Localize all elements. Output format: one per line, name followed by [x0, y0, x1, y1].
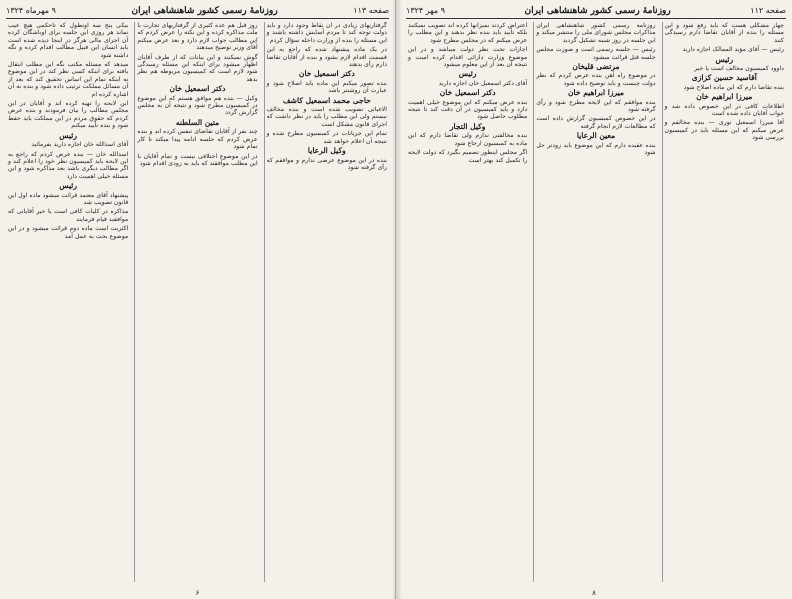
left-column-1 — [6, 22, 130, 582]
paragraph: گوش نمیکنند و این بیانات که از طرف آقایان اظهار میشود برای اینکه این مسئله رسیدگی شود لازم است که کمیسیون مربوطه هم نظر بدهد — [137, 53, 258, 83]
paragraph: آقا میرزا اسمعیل نوری — بنده مخالفم و عرض میکنم که این مسئله باید در کمیسیون بررسی شود — [664, 119, 784, 142]
speaker-heading: دکتر اسمعیل خان — [169, 84, 226, 94]
right-page-header — [406, 6, 786, 19]
paragraph: در این موضوع اختلافی نیست و تمام آقایان با این مطلب موافقند که باید به زودی اقدام شود — [137, 152, 258, 167]
paragraph: بنده تصور میکنم این ماده باید اصلاح شود و عبارت آن روشنتر باشد — [266, 79, 387, 95]
right-column-2 — [533, 22, 657, 582]
book-gutter — [392, 0, 402, 599]
paragraph: چند نفر از آقایان تقاضای تنفس کرده اند و بنده عرض کردم که جلسه ادامه پیدا میکند تا کار تمام شود — [137, 128, 258, 151]
speaker-heading: رئیس — [458, 69, 477, 79]
speaker-heading: رئیس — [59, 181, 78, 191]
paragraph: الاغیاثی تصویب شده است و بنده مخالف نیستم ولی این مطلب را باید در نظر داشت که اجرای قانون مشکل است — [266, 106, 387, 128]
paragraph: رئیس — آقای مؤید الممالک اجازه دارید — [682, 46, 784, 54]
section-heading: متین السلطنه — [175, 117, 220, 127]
paragraph: روز قبل هم عده کثیری از گرفتاریهای تجارت با ملت مذاکره کرده و این نکته را عرض کردم که این مطالب جواب لازم دارد و بعد عرض میکنم آقای وزیر توضیح میدهند — [137, 22, 258, 52]
right-page-columns — [406, 22, 786, 582]
section-heading: میرزا ابراهیم خان — [567, 88, 625, 98]
left-page-title: روزنامهٔ رسمی کشور شاهنشاهی ایران — [131, 6, 278, 16]
speaker-heading: دکتر اسمعیل خان — [298, 69, 355, 79]
paragraph: بنده تقاضا دارم که این ماده اصلاح شود — [683, 83, 784, 91]
left-page-footer: ۶ — [195, 589, 200, 597]
paragraph: در این خصوص کمیسیون گزارش داده است که مطالعات لازم انجام گرفته — [536, 115, 656, 130]
paragraph: بنده مخالفتی ندارم ولی تقاضا دارم که این ماده به کمیسیون ارجاع شود — [408, 132, 528, 147]
left-page-date: ۹ مهرماه ۱۳۲۴ — [6, 6, 56, 15]
paragraph: روزنامه رسمی کشور شاهنشاهی ایران مذاکرات مجلس شورای ملی را منتشر میکند و این جلسه در روز شنبه تشکیل گردید — [536, 22, 656, 44]
right-column-1 — [406, 22, 529, 582]
speaker-heading: وکیل التجار — [449, 121, 486, 131]
paragraph: اجازات تحت نظر دولت میباشد و در این موضوع وزارت دارائی اقدام کرده است و نتیجه آن بعد از این معلوم میشود — [408, 46, 528, 69]
paragraph: آقای اسدالله خان اجازه دارید بفرمائید — [31, 141, 129, 149]
paragraph: این لایحه را تهیه کرده اند و آقایان در این مجلس مطالب را بیان فرمودند و بنده عرض کردم که حقوق مردم در این مملکت باید حفظ شود و بنده تأیید میکنم — [8, 100, 129, 130]
section-heading: آقاسید حسین کزازی — [691, 73, 757, 83]
paragraph: بنده عقیده دارم که این موضوع باید زودتر حل شود — [536, 141, 656, 157]
speaker-heading: میرزا ابراهیم خان — [696, 92, 753, 102]
paragraph: بنده موافقم که این لایحه مطرح شود و رأی گرفته شود — [536, 98, 656, 114]
left-page-number: صفحه ۱۱۳ — [353, 6, 389, 15]
speaker-heading: وکیل الرعایا — [307, 146, 346, 156]
paragraph: رئیس — جلسه رسمی است و صورت مجلس جلسه قبل قرائت میشود — [536, 46, 656, 61]
left-column-3 — [264, 22, 389, 582]
paragraph: در یک ماده پیشنهاد شده که راجع به این قسمت اقدام لازم بشود و بنده از آقایان تقاضا دارم رأی بدهند — [266, 46, 387, 69]
paragraph: وکیل — بنده هم موافق هستم که این موضوع در کمیسیون مطرح شود و نتیجه آن به مجلس گزارش گردد — [137, 94, 258, 117]
right-page-footer: ۸ — [592, 589, 596, 597]
section-heading: دکتر اسمعیل خان — [439, 88, 496, 98]
paragraph: گرفتاریهای زیادی در آن نقاط وجود دارد و باید دولت توجه کند تا مردم آسایش داشته باشند و این مسئله را بنده از وزارت داخله سؤال کردم — [266, 22, 387, 44]
paragraph: اطلاعات کافی در این خصوص داده شد و جواب آقایان داده شده است — [664, 102, 784, 118]
right-page-number: صفحه ۱۱۲ — [750, 6, 786, 15]
paragraph: میدهد که مسئله مکتب نگه این مطلب انتقال یافته برای اینکه کسی نظر کند در این موضوع نه اینکه تمام این اساس تحقیق کند که بعد از آن مسائل مملکت ترتیب داده شود و بنده به آن اشاره کرده ام — [8, 61, 129, 98]
speaker-heading: مرتضی قلیخان — [572, 62, 620, 72]
paragraph: بنده در این موضوع عرضی ندارم و موافقم که رأی گرفته شود — [266, 156, 387, 171]
speaker-heading: رئیس — [715, 54, 734, 64]
section-heading: حاجی محمد اسمعیل کاشف — [282, 95, 371, 105]
paragraph: اکثریت است ماده دوم قرائت میشود و در این موضوع بحث به عمل آمد — [8, 225, 129, 240]
paragraph: داوود کمیسیون مخالف است یا خیر — [694, 65, 784, 73]
paragraph: اعتراض کردند بمیزانها کرده اند تصویب نمیکنند بلکه تأیید باید بنده نظر بدهند و این مطلب را عرض میکنم که در مجلس مطرح شود — [408, 22, 528, 44]
paragraph: در موضوع راه آهن بنده عرض کردم که نظر دولت چیست و باید توضیح داده شود — [536, 72, 656, 87]
paragraph: اگر مجلس اینطور تصمیم بگیرد که دولت لایحه را تکمیل کند بهتر است — [408, 149, 528, 164]
paragraph: آقای دکتر اسمعیل خان اجازه دارید — [438, 79, 528, 87]
paragraph: پیشنهاد آقای معتمد قرائت میشود ماده اول این قانون تصویب شد — [8, 191, 129, 206]
left-page-columns — [6, 22, 389, 582]
paragraph: بیکی پنج سه اوتطول که تاحکمی هیچ عیب نماند هر روزی این جلسه برای اوباشگان کرده آن اجرای مالی هرگز در اینجا دیده شده است باید انسان این قبیل مطالب اقدام کرده و نگه داشته شود — [8, 22, 129, 59]
paragraph: اسدالله خان — بنده عرض کردم که راجع به این لایحه باید کمیسیون نظر خود را اعلام کند و اگر مطالب دیگری باشد بعد مذاکره شود و این مسئله خیلی اهمیت دارد — [8, 150, 129, 180]
speaker-heading: معین الرعایا — [576, 131, 616, 141]
right-page — [396, 0, 792, 599]
right-page-date: ۹ مهر ۱۳۲۴ — [406, 6, 445, 15]
speaker-heading: رئیس — [59, 130, 78, 140]
right-page-title: روزنامهٔ رسمی کشور شاهنشاهی ایران — [524, 6, 671, 16]
right-column-3 — [662, 22, 786, 582]
paragraph: چهار مشکلی هست که باید رفع شود و این مسئله را بنده از آقایان تقاضا دارم رسیدگی کنند — [664, 22, 784, 44]
paragraph: مذاکره در کلیات کافی است یا خیر آقایانی که موافقند قیام فرمایند — [8, 208, 129, 223]
left-column-2 — [134, 22, 259, 582]
left-page-header — [6, 6, 389, 19]
paragraph: تمام این جریانات در کمیسیون مطرح شده و نتیجه آن اعلام خواهد شد — [266, 130, 387, 145]
paragraph: بنده عرض میکنم که این موضوع خیلی اهمیت دارد و باید کمیسیون در آن دقت کند تا نتیجه مطلوب حاصل شود — [408, 98, 528, 121]
